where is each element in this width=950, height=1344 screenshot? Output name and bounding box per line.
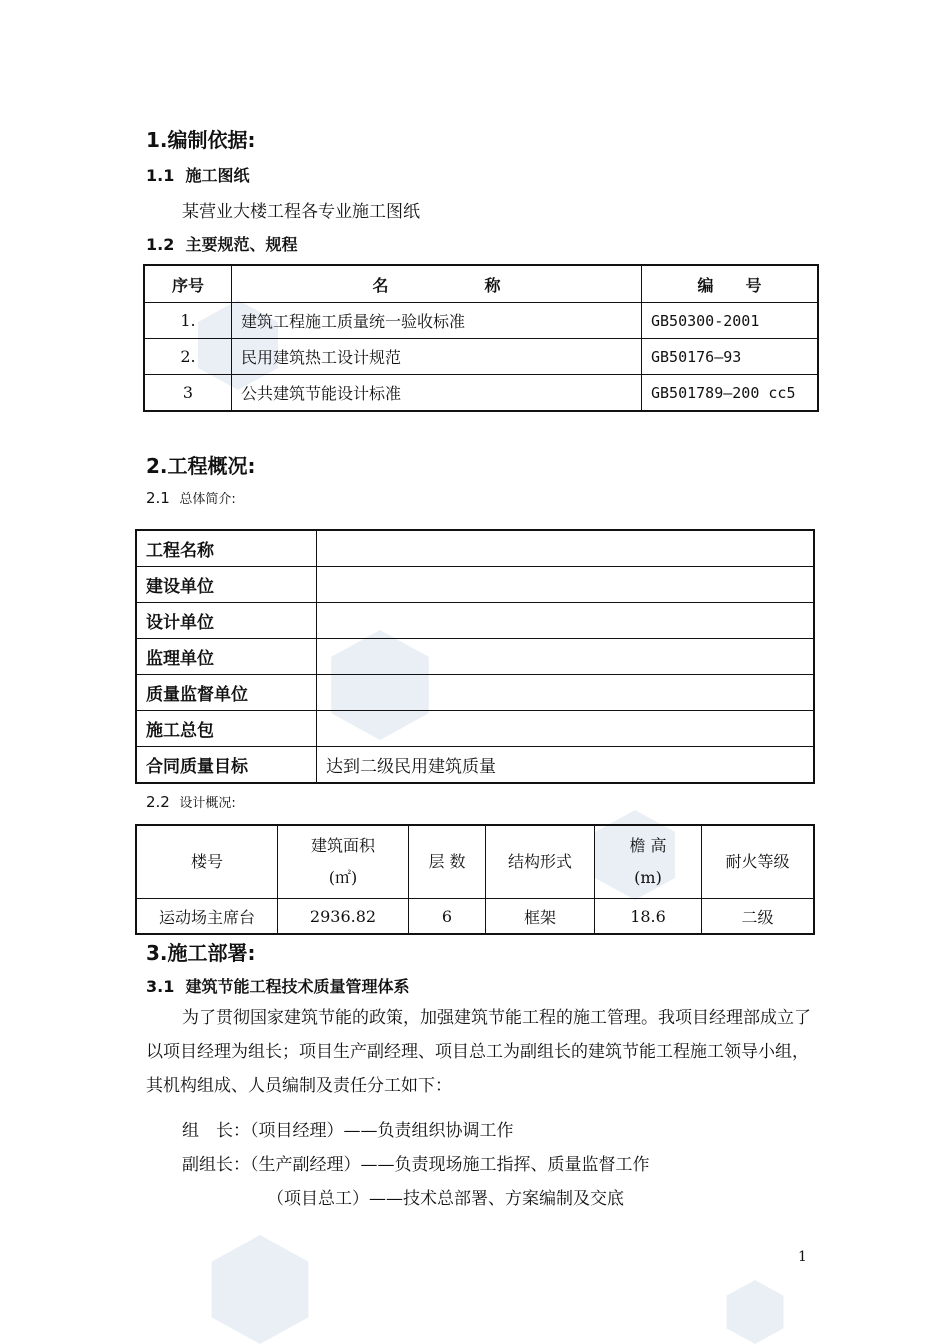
contractor-label: 施工总包	[136, 711, 317, 747]
leader-line: 组 长：（项目经理）——负责组织协调工作	[182, 1121, 514, 1141]
header-building: 楼号	[136, 825, 278, 899]
subsection-title: 设计概况:	[179, 796, 236, 811]
project-name-value	[317, 530, 815, 567]
subsection-1-1-heading	[146, 163, 250, 186]
subsection-number: 2.1	[146, 489, 170, 507]
subsection-number: 1.2	[146, 235, 175, 254]
drawings-text: 某营业大楼工程各专业施工图纸	[182, 202, 420, 222]
standards-table	[143, 264, 819, 412]
subsection-number: 2.2	[146, 793, 170, 811]
management-paragraph: 为了贯彻国家建筑节能的政策，加强建筑节能工程的施工管理。我项目经理部成立了以项目经理为组长；项目生产副经理、项目总工为副组长的建筑节能工程施工领导小组，其机构组成、人员编制及责任分工如下：	[146, 1008, 811, 1096]
table-row	[144, 303, 818, 339]
row-name: 民用建筑热工设计规范	[232, 339, 642, 375]
subsection-title: 建筑节能工程技术质量管理体系	[185, 977, 410, 996]
quality-supervision-label: 质量监督单位	[136, 675, 317, 711]
table-row	[136, 639, 814, 675]
header-fire: 耐火等级	[702, 825, 815, 899]
subsection-number: 3.1	[146, 977, 175, 996]
supervisor-label: 监理单位	[136, 639, 317, 675]
floors-cell: 6	[409, 899, 486, 935]
header-area-line1: 建筑面积	[310, 836, 375, 855]
subsection-number: 1.1	[146, 166, 175, 185]
row-name: 建筑工程施工质量统一验收标准	[232, 303, 642, 339]
subsection-3-1-heading	[146, 974, 410, 997]
contractor-value	[317, 711, 815, 747]
subsection-title: 主要规范、规程	[185, 235, 298, 254]
table-row	[136, 567, 814, 603]
page-number: 1	[798, 1249, 807, 1265]
row-name: 公共建筑节能设计标准	[232, 375, 642, 412]
designer-value	[317, 603, 815, 639]
table-row	[136, 530, 814, 567]
header-height-line2: (m)	[634, 868, 662, 887]
header-no: 序号	[144, 265, 232, 303]
header-height-line1: 檐 高	[629, 836, 667, 855]
overview-table	[135, 529, 815, 784]
table-row	[136, 899, 814, 935]
row-code: GB50176—93	[642, 339, 819, 375]
quality-target-value: 达到二级民用建筑质量	[317, 747, 815, 784]
structure-cell: 框架	[486, 899, 595, 935]
design-table	[135, 824, 815, 935]
deputy-line: 副组长：（生产副经理）——负责现场施工指挥、质量监督工作	[182, 1155, 650, 1175]
section2-heading: 2.工程概况:	[146, 454, 256, 478]
quality-supervision-value	[317, 675, 815, 711]
subsection-1-2-heading	[146, 232, 298, 255]
subsection-2-1-heading	[146, 488, 236, 507]
row-no: 3	[144, 375, 232, 412]
fire-cell: 二级	[702, 899, 815, 935]
row-no: 1.	[144, 303, 232, 339]
project-name-label: 工程名称	[136, 530, 317, 567]
table-row	[144, 339, 818, 375]
row-code: GB50300-2001	[642, 303, 819, 339]
header-code: 编 号	[642, 265, 819, 303]
table-header-row	[144, 265, 818, 303]
subsection-title: 总体简介:	[179, 492, 236, 507]
header-structure: 结构形式	[486, 825, 595, 899]
watermark-emblem	[205, 1235, 315, 1344]
quality-target-label: 合同质量目标	[136, 747, 317, 784]
table-header-row	[136, 825, 814, 899]
table-row	[144, 375, 818, 412]
table-row	[136, 603, 814, 639]
designer-label: 设计单位	[136, 603, 317, 639]
owner-value	[317, 567, 815, 603]
watermark-emblem	[720, 1280, 790, 1344]
area-cell: 2936.82	[278, 899, 409, 935]
subsection-title: 施工图纸	[185, 166, 250, 185]
header-area	[278, 825, 409, 899]
owner-label: 建设单位	[136, 567, 317, 603]
table-row	[136, 747, 814, 784]
chief-engineer-line: （项目总工）——技术总部署、方案编制及交底	[267, 1189, 624, 1209]
header-height	[595, 825, 702, 899]
height-cell: 18.6	[595, 899, 702, 935]
section1-heading: 1.编制依据:	[146, 128, 256, 152]
building-cell: 运动场主席台	[136, 899, 278, 935]
row-no: 2.	[144, 339, 232, 375]
header-area-line2: (㎡)	[328, 868, 358, 887]
row-code: GB501789—200 cc5	[642, 375, 819, 412]
table-row	[136, 675, 814, 711]
table-row	[136, 711, 814, 747]
subsection-2-2-heading	[146, 792, 236, 811]
section3-heading: 3.施工部署:	[146, 941, 256, 965]
header-floors: 层 数	[409, 825, 486, 899]
supervisor-value	[317, 639, 815, 675]
header-name: 名 称	[232, 265, 642, 303]
